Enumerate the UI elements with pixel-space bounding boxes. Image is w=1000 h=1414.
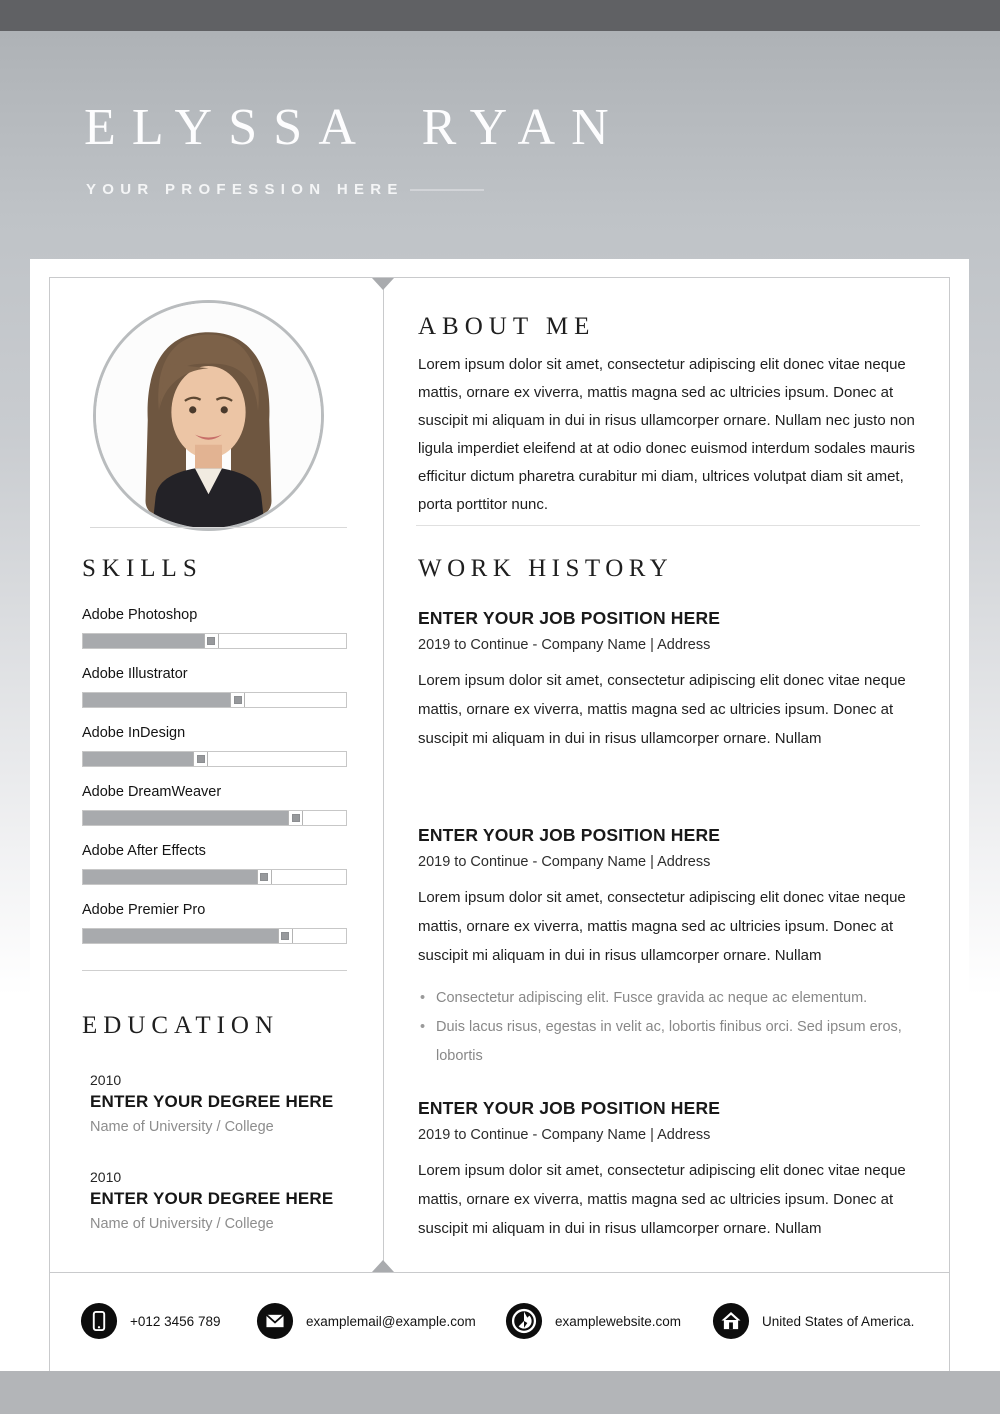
phone-icon <box>80 1302 118 1340</box>
job-bullet: • Consectetur adipiscing elit. Fusce gravida ac neque ac elementum. <box>418 984 922 1013</box>
photo-divider <box>90 527 347 528</box>
skill-bar-thumb <box>204 634 219 648</box>
job-entry <box>418 608 922 753</box>
skill-row <box>82 725 347 767</box>
skill-bar-thumb <box>288 811 303 825</box>
job-entry <box>418 825 922 1071</box>
education-school: Name of University / College <box>90 1119 274 1135</box>
skill-bar <box>82 810 347 826</box>
profile-photo-image <box>96 303 321 528</box>
profession-underline <box>410 189 484 191</box>
column-divider <box>383 277 384 1272</box>
job-entry <box>418 1098 922 1243</box>
skill-bar-fill <box>83 811 288 825</box>
skill-bar <box>82 633 347 649</box>
contact-location <box>712 1302 914 1340</box>
education-year: 2010 <box>90 1072 122 1088</box>
education-school: Name of University / College <box>90 1216 274 1232</box>
bottom-accent-bar <box>0 1371 1000 1414</box>
skill-row <box>82 902 347 944</box>
skill-label: Adobe After Effects <box>82 843 206 859</box>
skill-bar-thumb <box>278 929 293 943</box>
skill-row <box>82 607 347 649</box>
skill-bar <box>82 928 347 944</box>
location-text: United States of America. <box>762 1313 915 1329</box>
education-degree: ENTER YOUR DEGREE HERE <box>90 1092 334 1111</box>
profession-title: YOUR PROFESSION HERE <box>86 181 404 198</box>
resume-card <box>30 259 969 1371</box>
job-description: Lorem ipsum dolor sit amet, consectetur adipiscing elit donec vitae neque mattis, ornare ex viverra, mattis magna sed ac ultricies ipsum. Donec at suscipit mi aliquam in dui in risus ullamcorper ornare. Nullam <box>418 672 906 747</box>
person-name: ELYSSA RYAN <box>84 99 625 156</box>
contact-website <box>505 1302 681 1340</box>
skill-label: Adobe Illustrator <box>82 666 188 682</box>
skill-bar-fill <box>83 634 204 648</box>
skill-bar-thumb <box>257 870 272 884</box>
skill-label: Adobe Premier Pro <box>82 902 206 918</box>
job-description: Lorem ipsum dolor sit amet, consectetur adipiscing elit donec vitae neque mattis, ornare ex viverra, mattis magna sed ac ultricies ipsum. Donec at suscipit mi aliquam in dui in risus ullamcorper ornare. Nullam <box>418 889 906 964</box>
skill-bar-thumb <box>230 693 245 707</box>
skill-row <box>82 784 347 826</box>
contact-email <box>256 1302 476 1340</box>
skill-bar-fill <box>83 929 278 943</box>
email-address[interactable]: examplemail@example.com <box>306 1313 476 1329</box>
skill-bar <box>82 692 347 708</box>
education-degree: ENTER YOUR DEGREE HERE <box>90 1189 334 1208</box>
education-entry <box>90 1169 360 1232</box>
footer-divider <box>49 1272 950 1273</box>
about-text: Lorem ipsum dolor sit amet, consectetur adipiscing elit donec vitae neque mattis, ornare ex viverra, mattis magna sed ac ultricies ipsum. Donec at suscipit mi aliquam in dui in risus ullamcorper ornare. Nullam nec justo non ligula imperdiet eleifend at at odio donec euismod interdum sodales mauris efficitur dictum pharetra curabitur mi diam, ultrices volutpat diam sit amet, porta porttitor nunc. <box>418 356 915 513</box>
skills-divider <box>82 970 347 971</box>
job-title: ENTER YOUR JOB POSITION HERE <box>418 1098 721 1118</box>
website-globe-icon <box>505 1302 543 1340</box>
job-bullet: • Duis lacus risus, egestas in velit ac, lobortis finibus orci. Sed ipsum eros, lobortis <box>418 1013 922 1071</box>
contact-phone <box>80 1302 220 1340</box>
skill-row <box>82 843 347 885</box>
job-meta: 2019 to Continue - Company Name | Address <box>418 1127 711 1143</box>
job-title: ENTER YOUR JOB POSITION HERE <box>418 825 721 845</box>
home-icon <box>712 1302 750 1340</box>
skill-row <box>82 666 347 708</box>
top-accent-bar <box>0 0 1000 31</box>
phone-number: +012 3456 789 <box>130 1313 221 1329</box>
about-heading: ABOUT ME <box>418 313 596 340</box>
website-url[interactable]: examplewebsite.com <box>555 1313 682 1329</box>
job-bullet-list <box>418 984 922 1071</box>
job-title: ENTER YOUR JOB POSITION HERE <box>418 608 721 628</box>
skill-label: Adobe DreamWeaver <box>82 784 222 800</box>
divider-arrow-up-icon <box>372 1260 394 1272</box>
skill-bar-fill <box>83 693 230 707</box>
divider-arrow-down-icon <box>372 278 394 290</box>
profile-photo <box>93 300 324 531</box>
work-history-heading: WORK HISTORY <box>418 555 674 582</box>
job-meta: 2019 to Continue - Company Name | Address <box>418 854 711 870</box>
skill-bar-thumb <box>193 752 208 766</box>
skill-bar-fill <box>83 870 257 884</box>
education-heading: EDUCATION <box>82 1012 280 1039</box>
job-meta: 2019 to Continue - Company Name | Address <box>418 637 711 653</box>
education-entry <box>90 1072 360 1135</box>
skills-list <box>82 607 347 961</box>
skill-bar <box>82 869 347 885</box>
job-description: Lorem ipsum dolor sit amet, consectetur adipiscing elit donec vitae neque mattis, ornare ex viverra, mattis magna sed ac ultricies ipsum. Donec at suscipit mi aliquam in dui in risus ullamcorper ornare. Nullam <box>418 1162 906 1237</box>
education-list <box>90 1072 360 1266</box>
email-envelope-icon <box>256 1302 294 1340</box>
skill-label: Adobe Photoshop <box>82 607 198 623</box>
skill-bar <box>82 751 347 767</box>
about-divider <box>416 525 920 526</box>
skill-bar-fill <box>83 752 193 766</box>
skills-heading: SKILLS <box>82 555 203 582</box>
skill-label: Adobe InDesign <box>82 725 186 741</box>
education-year: 2010 <box>90 1169 122 1185</box>
